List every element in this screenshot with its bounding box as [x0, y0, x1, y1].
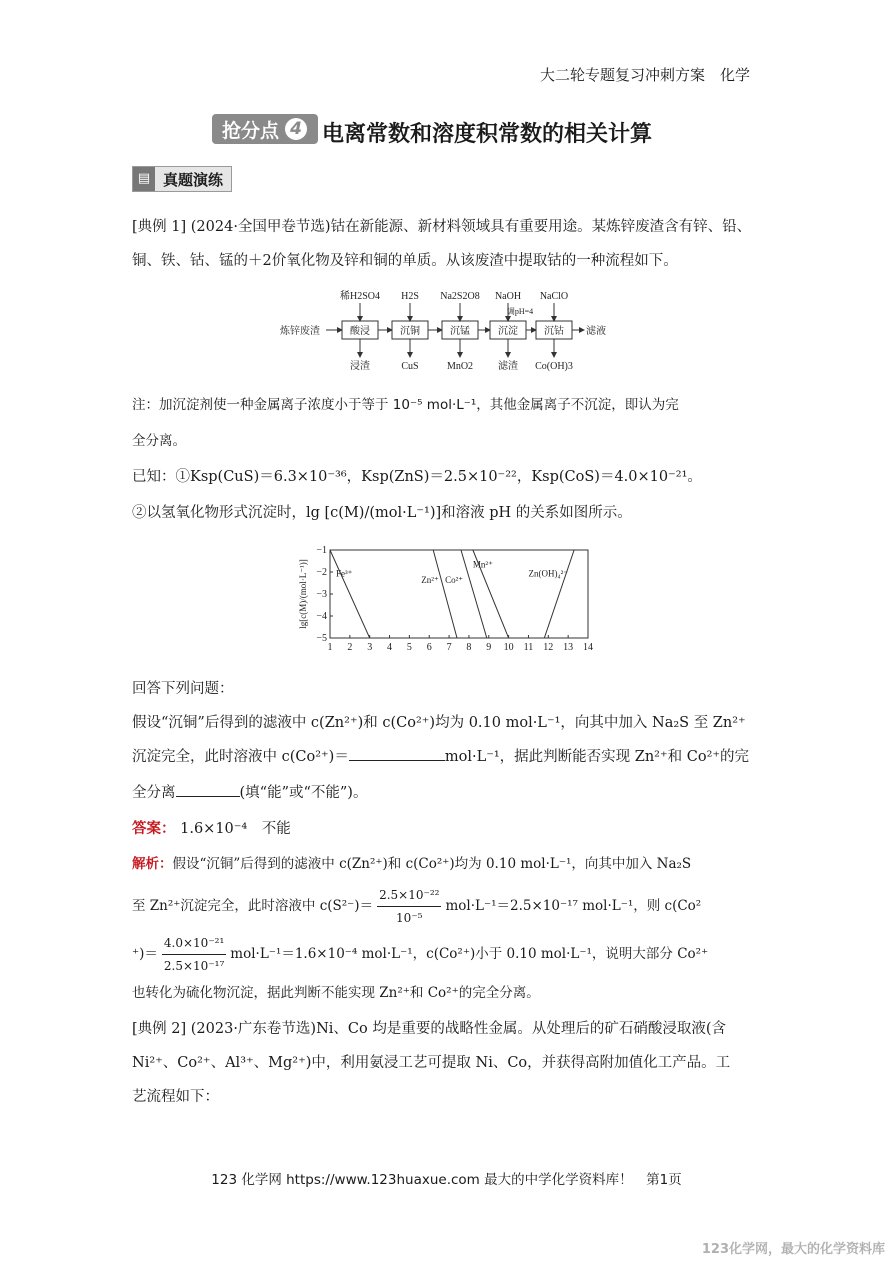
x-tick-label: 9: [486, 642, 492, 653]
known-ksp: 已知：①Ksp(CuS)＝6.3×10⁻³⁶，Ksp(ZnS)＝2.5×10⁻²²，Ksp(CoS)＝4.0×10⁻²¹。: [132, 469, 702, 485]
page-title: 电离常数和溶度积常数的相关计算: [322, 122, 653, 147]
badge-number: 4: [285, 118, 307, 140]
question-head: 回答下列问题：: [132, 681, 234, 697]
question-line-3a: 全分离: [132, 785, 176, 801]
analysis-text-2b: mol·L⁻¹＝2.5×10⁻¹⁷ mol·L⁻¹，则 c(Co²: [445, 898, 702, 914]
fraction-1: [377, 884, 441, 929]
analysis-text-1: 假设“沉铜”后得到的滤液中 c(Zn²⁺)和 c(Co²⁺)均为 0.10 mol·L⁻¹，向其中加入 Na₂S: [172, 856, 692, 872]
x-tick-label: 8: [466, 642, 472, 653]
ex1-intro-text: (2024·全国甲卷节选)钴在新能源、新材料领域具有重要用途。某炼锌废渣含有锌、铅、铜、铁、钴、锰的＋2价氧化物及锌和铜的单质。从该废渣中提取钴的一种流程如下。: [132, 219, 752, 269]
badge-label: 抢分点: [222, 119, 280, 142]
answer-line: [132, 818, 772, 840]
question-line-3b: (填“能”或“不能”)。: [239, 785, 368, 801]
analysis-line-3: [132, 934, 772, 974]
series-line-5: [544, 550, 574, 638]
watermark: 123化学网，最大的化学资料库: [701, 1242, 885, 1257]
question-line-3: [132, 782, 772, 804]
y-tick-label: −2: [316, 567, 327, 578]
fraction-2-num: 4.0×10⁻²¹: [162, 932, 226, 955]
x-tick-label: 11: [523, 642, 534, 653]
analysis-text-3a: ⁺)＝: [132, 946, 158, 962]
ex1-tag: [典例 1]: [132, 219, 187, 235]
y-axis-label: lg[c(M)/(mol·L⁻¹)]: [298, 559, 308, 629]
running-header: 大二轮专题复习冲刺方案 化学: [540, 66, 751, 84]
series-label-1: Fe³⁺: [335, 568, 353, 579]
known-hydroxide: ②以氢氧化物形式沉淀时，lg [c(M)/(mol·L⁻¹)]和溶液 pH 的关系如图所示。: [132, 505, 632, 521]
flow-box-label-3: 沉锰: [450, 326, 470, 337]
ex2-line-1: [132, 1018, 772, 1040]
ex2-line-2: Ni²⁺、Co²⁺、Al³⁺、Mg²⁺)中，利用氨浸工艺可提取 Ni、Co，并获得高附加值化工产品。工: [132, 1055, 731, 1071]
x-tick-label: 14: [583, 642, 593, 653]
y-tick-label: −3: [316, 589, 327, 600]
x-tick-label: 1: [327, 642, 333, 653]
y-tick-label: −4: [316, 611, 327, 622]
analysis-text-2a: 至 Zn²⁺沉淀完全，此时溶液中 c(S²⁻)＝: [132, 898, 374, 914]
flow-start: 炼锌废渣: [280, 326, 320, 337]
series-label-2: Zn²⁺: [421, 575, 439, 585]
flow-product-4: 滤渣: [498, 361, 518, 372]
x-tick-label: 3: [367, 642, 373, 653]
x-tick-label: 7: [446, 642, 452, 653]
process-flow-diagram: [280, 285, 620, 375]
series-label-3: Co²⁺: [445, 575, 464, 585]
x-tick-label: 5: [406, 642, 412, 653]
x-tick-label: 10: [503, 642, 514, 653]
note-line-1: 注：加沉淀剂使一种金属离子浓度小于等于 10⁻⁵ mol·L⁻¹，其他金属离子不沉淀，即认为完: [132, 397, 679, 413]
flow-box-label-5: 沉钴: [544, 326, 564, 337]
flow-box-label-4: 沉淀: [498, 326, 518, 337]
x-tick-label: 12: [543, 642, 554, 653]
flow-product-2: CuS: [401, 361, 419, 372]
section-header: [132, 166, 232, 192]
question-line-2b: mol·L⁻¹，据此判断能否实现 Zn²⁺和 Co²⁺的完: [444, 749, 750, 765]
analysis-line-4: 也转化为硫化物沉淀，据此判断不能实现 Zn²⁺和 Co²⁺的完全分离。: [132, 985, 540, 1001]
analysis-line-2: [132, 886, 772, 926]
book-icon: ▤: [133, 167, 155, 191]
flow-reagent-note: 调pH=4: [506, 307, 534, 316]
question-line-2a: 沉淀完全，此时溶液中 c(Co²⁺)＝: [132, 749, 349, 765]
answer-blank-2[interactable]: [176, 782, 240, 797]
ex1-intro: [132, 210, 772, 278]
section-label: 真题演练: [163, 170, 224, 189]
x-tick-label: 13: [563, 642, 574, 653]
fraction-2: [162, 932, 226, 977]
flow-reagent-4: NaOH: [494, 291, 522, 302]
fraction-1-num: 2.5×10⁻²²: [377, 884, 441, 907]
flow-end: 滤液: [586, 326, 606, 337]
analysis-line-1: [132, 853, 772, 875]
y-tick-label: −1: [316, 545, 327, 556]
answer-blank-1[interactable]: [349, 746, 445, 761]
x-tick-label: 6: [426, 642, 432, 653]
fraction-1-den: 10⁻⁵: [396, 910, 423, 925]
ex2-tag: [典例 2]: [132, 1021, 187, 1037]
fraction-2-den: 2.5×10⁻¹⁷: [163, 958, 225, 973]
series-line-1: [330, 550, 370, 638]
lg-c-vs-ph-chart: [296, 538, 606, 656]
flow-product-1: 浸渣: [350, 361, 370, 372]
flow-reagent-2: H2S: [401, 291, 419, 302]
question-line-1: 假设“沉铜”后得到的滤液中 c(Zn²⁺)和 c(Co²⁺)均为 0.10 mol·L⁻¹，向其中加入 Na₂S 至 Zn²⁺: [132, 715, 746, 731]
answer-text: 1.6×10⁻⁴ 不能: [180, 821, 291, 837]
ex2-line-3: 艺流程如下：: [132, 1089, 219, 1105]
flow-product-3: MnO2: [446, 361, 474, 372]
analysis-text-3b: mol·L⁻¹＝1.6×10⁻⁴ mol·L⁻¹，c(Co²⁺)小于 0.10 mol·L⁻¹，说明大部分 Co²⁺: [230, 946, 709, 962]
answer-label: 答案：: [132, 821, 176, 837]
point-badge: [212, 114, 318, 144]
flow-box-label-2: 沉铜: [400, 326, 420, 337]
page-footer: 123 化学网 https://www.123huaxue.com 最大的中学化学资料库！ 第1页: [211, 1172, 682, 1188]
ex2-text-1: (2023·广东卷节选)Ni、Co 均是重要的战略性金属。从处理后的矿石硝酸浸取液(含: [190, 1021, 727, 1037]
x-tick-label: 4: [387, 642, 393, 653]
y-tick-label: −5: [316, 633, 327, 644]
flow-reagent-1: 稀H2SO4: [339, 291, 381, 302]
note-line-2: 全分离。: [132, 433, 186, 449]
flow-reagent-5: NaClO: [539, 291, 569, 302]
analysis-label: 解析：: [132, 856, 173, 872]
flow-product-5: Co(OH)3: [535, 361, 573, 372]
flow-reagent-3: Na2S2O8: [440, 291, 480, 302]
x-tick-label: 2: [347, 642, 353, 653]
series-label-5: Zn(OH)₄²⁻: [528, 568, 569, 579]
series-label-4: Mn²⁺: [472, 559, 493, 570]
question-line-2: [132, 746, 772, 768]
series-line-2: [433, 550, 457, 638]
flow-box-label-1: 酸浸: [350, 326, 370, 337]
